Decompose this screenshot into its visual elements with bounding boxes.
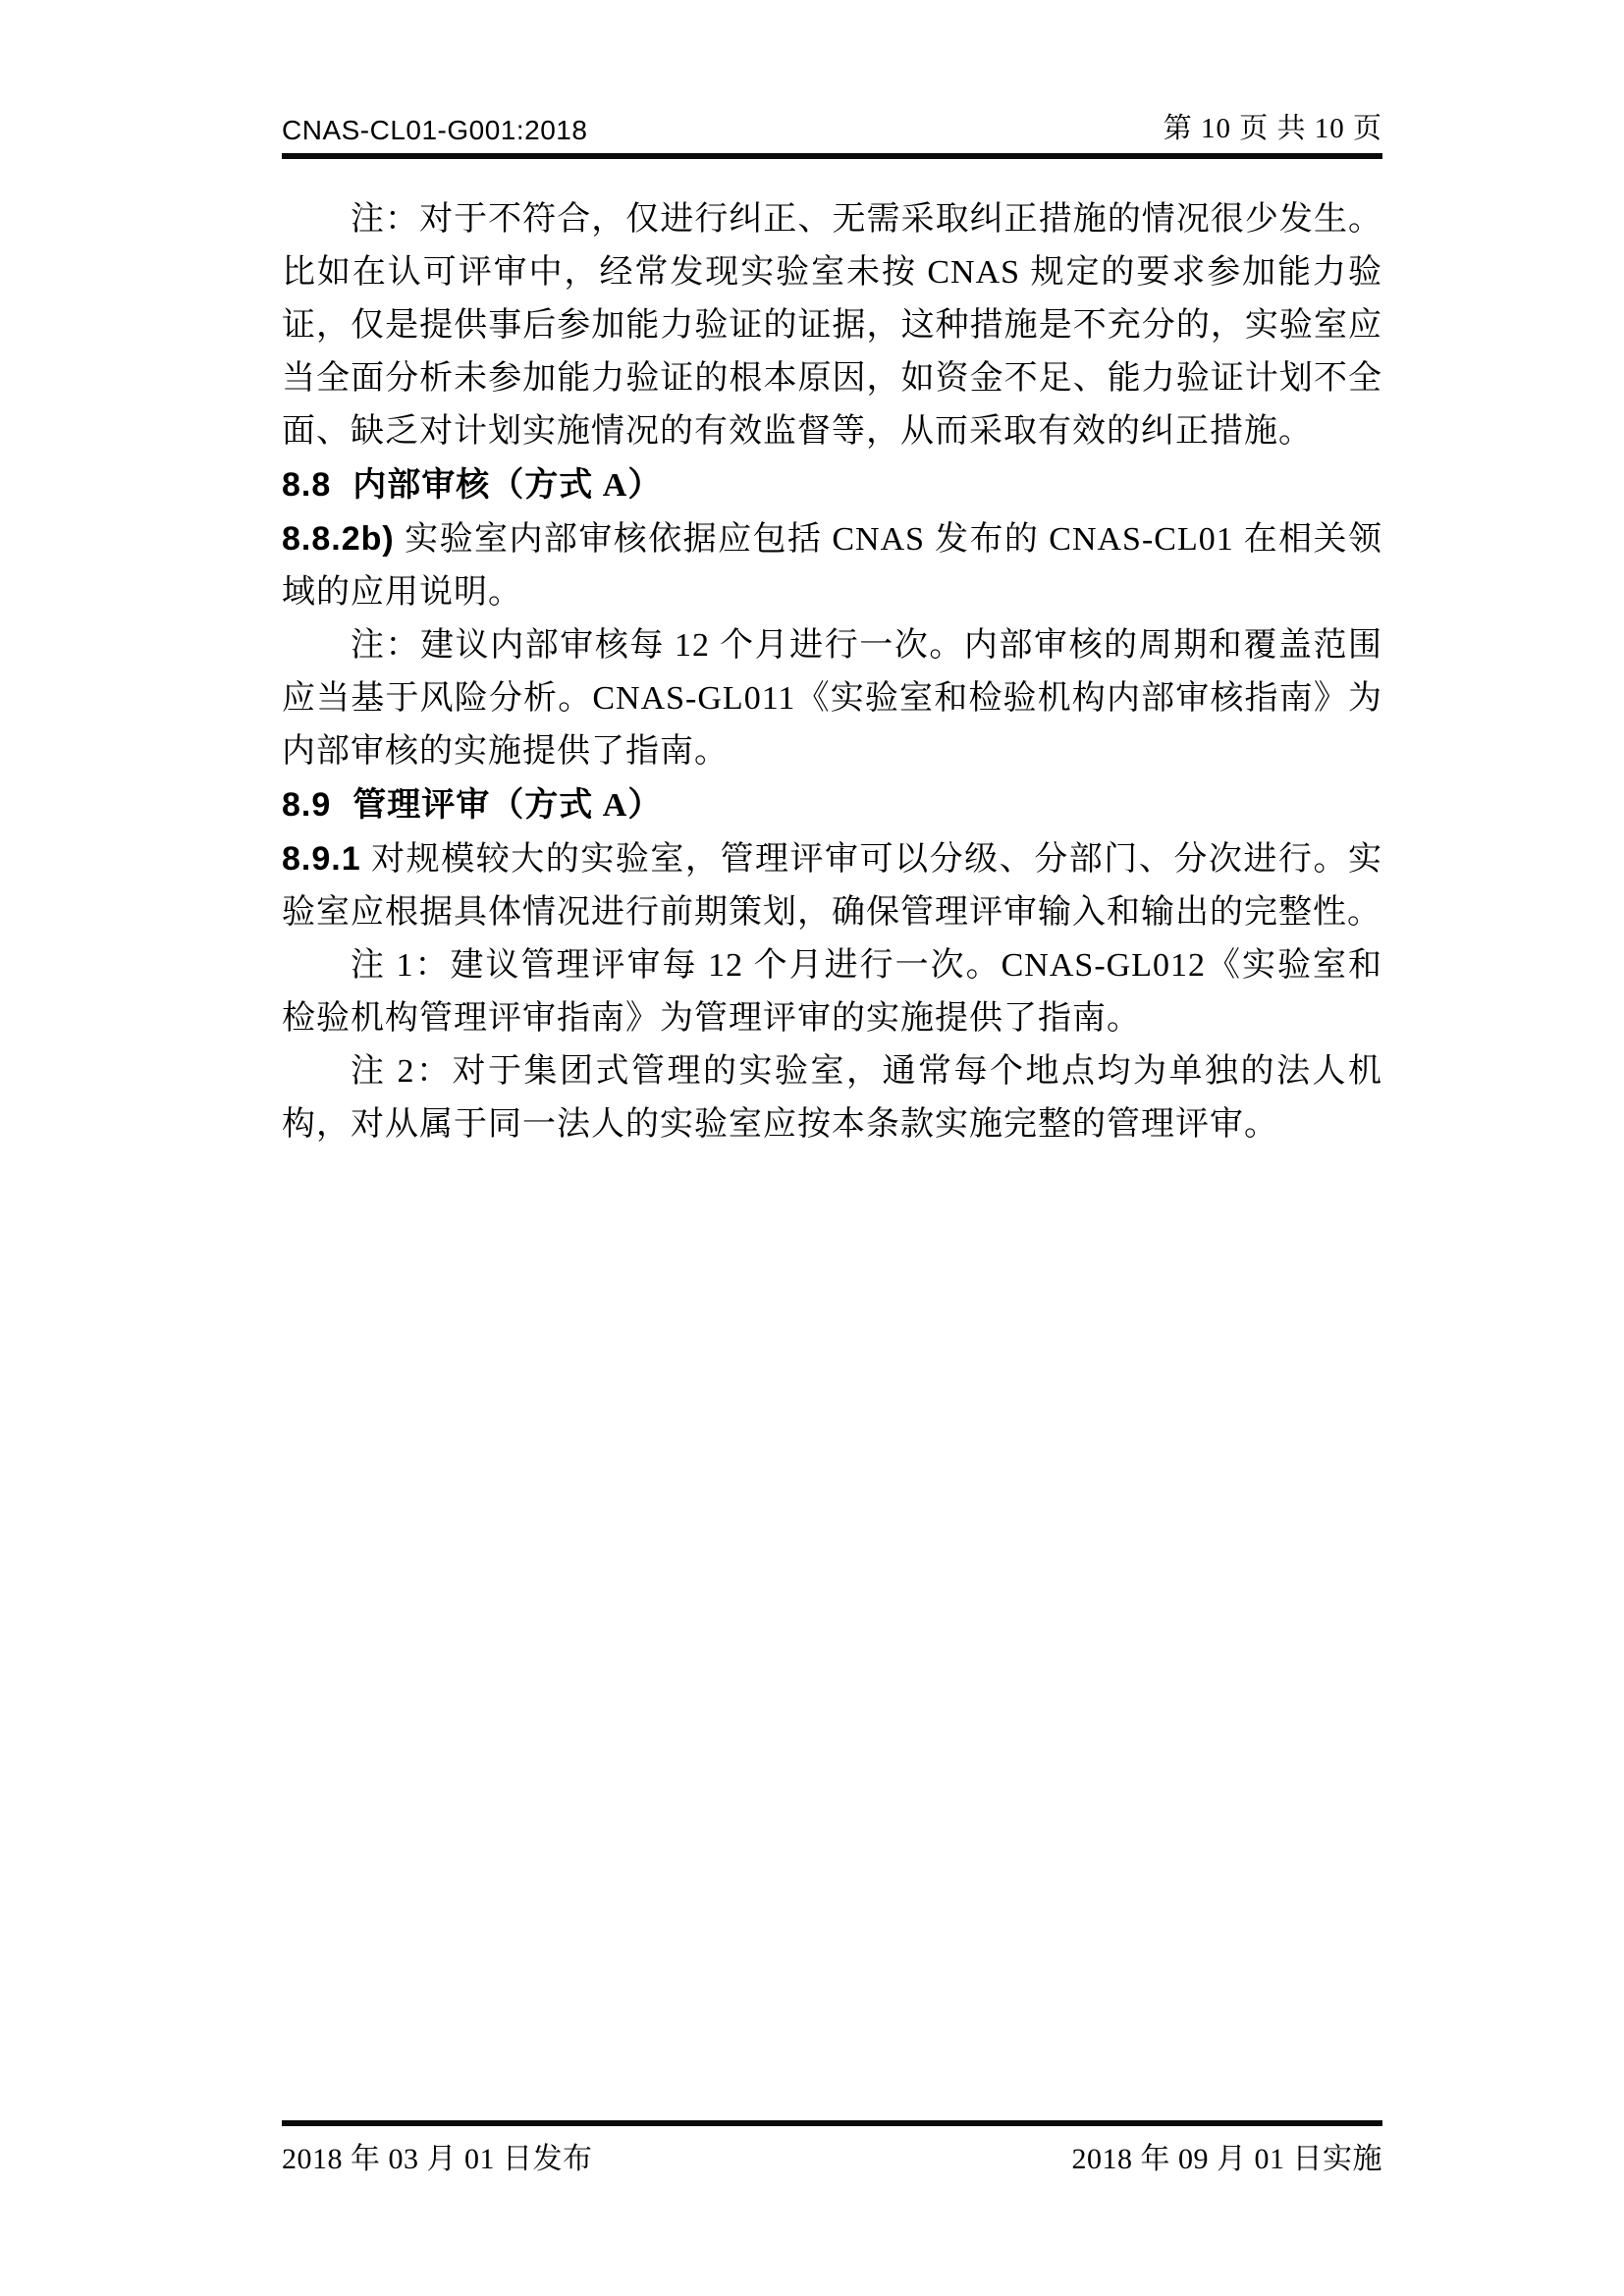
- document-body: [282, 193, 1382, 1151]
- page-number-indicator: 第 10 页 共 10 页: [1163, 113, 1382, 144]
- note-paragraph-internal-audit: 注：建议内部审核每 12 个月进行一次。内部审核的周期和覆盖范围应当基于风险分析。CNAS-GL011《实验室和检验机构内部审核指南》为内部审核的实施提供了指南。: [282, 627, 1382, 770]
- section-title: 管理评审（方式 A）: [352, 787, 663, 824]
- page-header: [282, 106, 1382, 159]
- implementation-date: 2018 年 09 月 01 日实施: [1071, 2143, 1382, 2175]
- note-1-paragraph-management-review: 注 1：建议管理评审每 12 个月进行一次。CNAS-GL012《实验室和检验机构管理评审指南》为管理评审的实施提供了指南。: [282, 947, 1382, 1037]
- note-2-paragraph-group-labs: 注 2：对于集团式管理的实验室，通常每个地点均为单独的法人机构，对从属于同一法人的实验室应按本条款实施完整的管理评审。: [282, 1053, 1382, 1143]
- page-footer: [282, 2120, 1382, 2177]
- clause-8-9-1: [282, 832, 1382, 939]
- document-number: CNAS-CL01-G001:2018: [282, 115, 588, 145]
- clause-number: 8.8.2b): [282, 520, 395, 558]
- section-number: 8.9: [282, 786, 332, 824]
- note-paragraph-nonconformity: 注：对于不符合，仅进行纠正、无需采取纠正措施的情况很少发生。比如在认可评审中，经常发现实验室未按 CNAS 规定的要求参加能力验证，仅是提供事后参加能力验证的证据，这种措施是不充分的，实验室应当全面分析未参加能力验证的根本原因，如资金不足、能力验证计划不全面、缺乏对计划实施情况的有效监督等，从而采取有效的纠正措施。: [282, 201, 1382, 450]
- clause-8-8-2b: [282, 512, 1382, 619]
- section-number: 8.8: [282, 466, 332, 504]
- section-title: 内部审核（方式 A）: [352, 467, 663, 504]
- section-heading-management-review: [282, 778, 1382, 832]
- section-heading-internal-audit: [282, 458, 1382, 512]
- clause-text: 对规模较大的实验室，管理评审可以分级、分部门、分次进行。实验室应根据具体情况进行前期策划，确保管理评审输入和输出的完整性。: [282, 841, 1382, 931]
- clause-number: 8.9.1: [282, 840, 361, 878]
- issue-date: 2018 年 03 月 01 日发布: [282, 2143, 593, 2175]
- clause-text: 实验室内部审核依据应包括 CNAS 发布的 CNAS-CL01 在相关领域的应用说明。: [282, 521, 1382, 611]
